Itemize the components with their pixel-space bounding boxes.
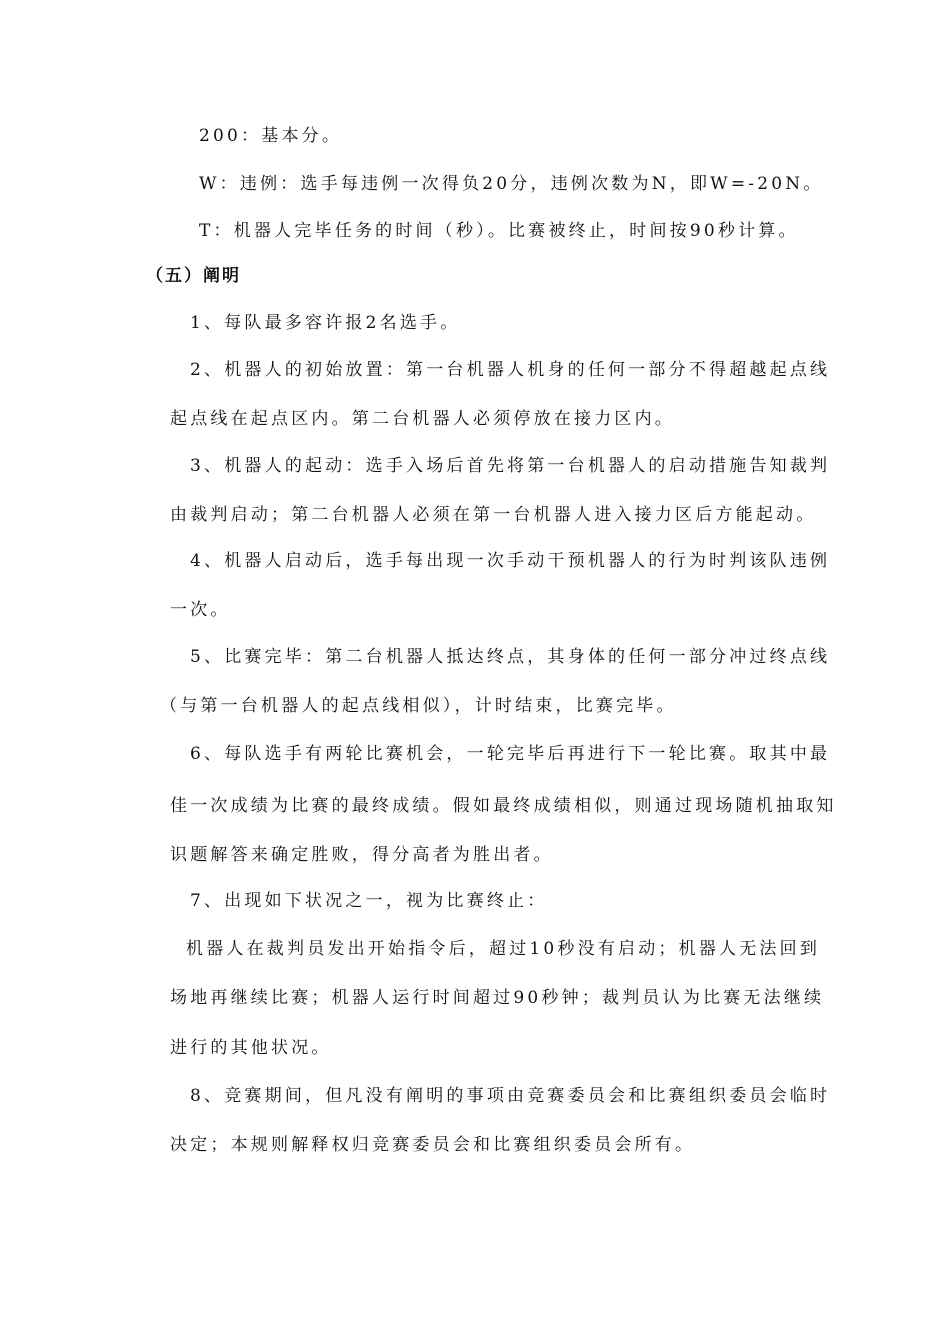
- rule-4-line-2: 一次。: [170, 600, 231, 620]
- rule-2-line-1: 2、机器人的初始放置：第一台机器人机身的任何一部分不得超越起点线: [190, 360, 831, 380]
- rule-3-line-1: 3、机器人的起动：选手入场后首先将第一台机器人的启动措施告知裁判: [190, 456, 831, 476]
- rule-4-line-1: 4、机器人启动后，选手每出现一次手动干预机器人的行为时判该队违例: [190, 551, 831, 571]
- section-heading: （五）阐明: [146, 266, 241, 286]
- formula-term-t: T：机器人完毕任务的时间（秒）。比赛被终止，时间按90秒计算。: [199, 221, 799, 241]
- rule-6-line-3: 识题解答来确定胜败，得分高者为胜出者。: [170, 845, 554, 865]
- rule-7-line-4: 进行的其他状况。: [170, 1038, 332, 1058]
- rule-3-line-2: 由裁判启动；第二台机器人必须在第一台机器人进入接力区后方能起动。: [170, 505, 817, 525]
- rule-5-line-1: 5、比赛完毕：第二台机器人抵达终点，其身体的任何一部分冲过终点线: [190, 647, 831, 667]
- formula-term-base: 200：基本分。: [199, 126, 343, 146]
- rule-8-line-2: 决定；本规则解释权归竞赛委员会和比赛组织委员会所有。: [170, 1135, 696, 1155]
- rule-7-line-3: 场地再继续比赛；机器人运行时间超过90秒钟；裁判员认为比赛无法继续: [170, 988, 825, 1008]
- formula-term-w: W：违例：选手每违例一次得负20分，违例次数为N，即W=-20N。: [199, 174, 824, 194]
- rule-7-line-1: 7、出现如下状况之一，视为比赛终止：: [190, 891, 548, 911]
- rule-6-line-2: 佳一次成绩为比赛的最终成绩。假如最终成绩相似，则通过现场随机抽取知: [170, 796, 837, 816]
- rule-1: 1、每队最多容许报2名选手。: [190, 313, 461, 333]
- rule-7-line-2: 机器人在裁判员发出开始指令后，超过10秒没有启动；机器人无法回到: [186, 939, 821, 959]
- rule-2-line-2: 起点线在起点区内。第二台机器人必须停放在接力区内。: [170, 409, 675, 429]
- rule-5-line-2: （与第一台机器人的起点线相似），计时结束，比赛完毕。: [160, 696, 677, 716]
- rule-8-line-1: 8、竞赛期间，但凡没有阐明的事项由竞赛委员会和比赛组织委员会临时: [190, 1086, 831, 1106]
- rule-6-line-1: 6、每队选手有两轮比赛机会，一轮完毕后再进行下一轮比赛。取其中最: [190, 744, 831, 764]
